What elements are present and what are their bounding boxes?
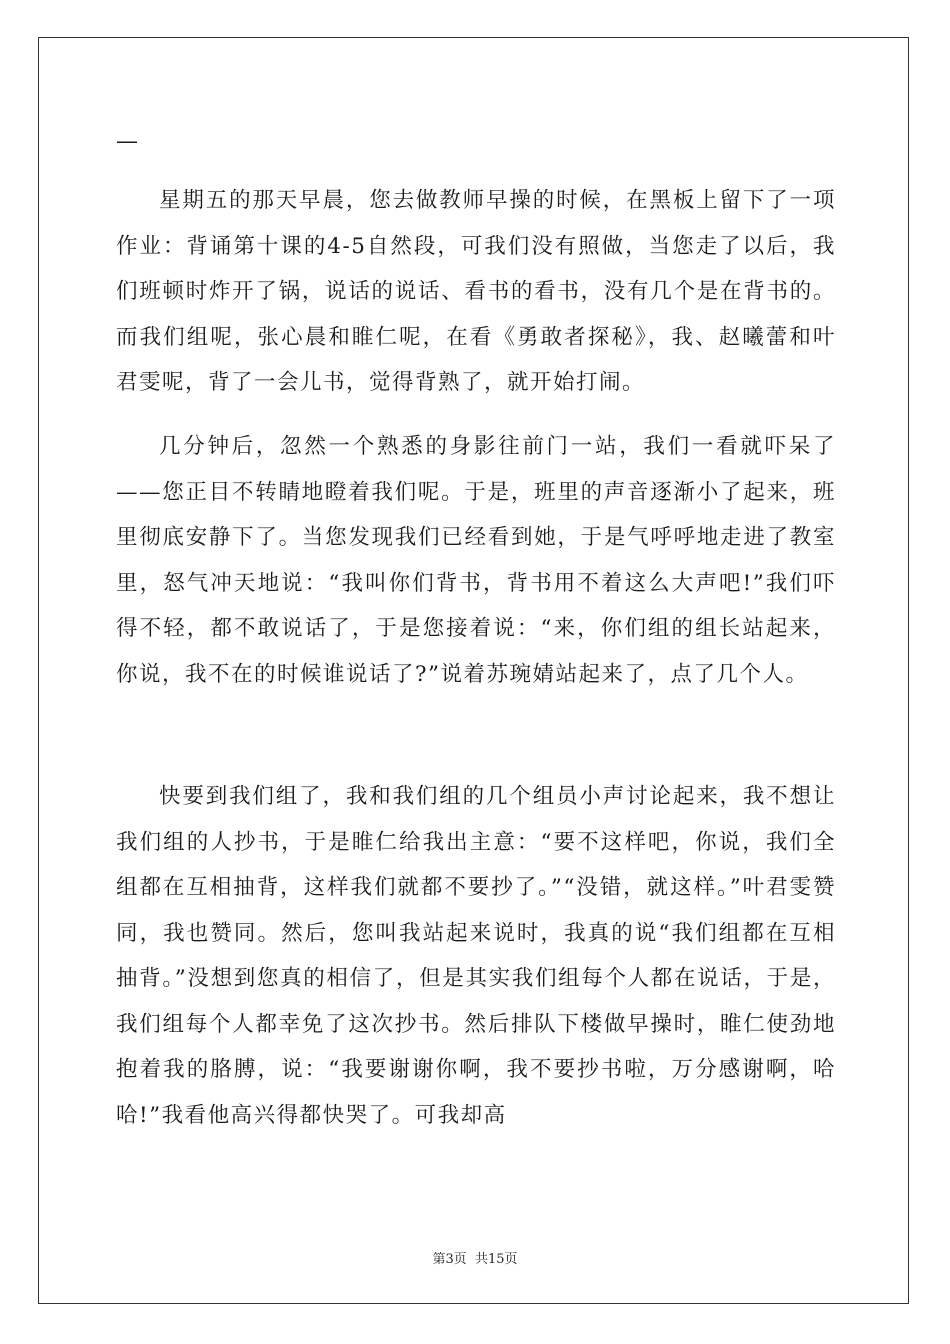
- paragraph-2: 几分钟后，忽然一个熟悉的身影往前门一站，我们一看就吓呆了——您正目不转睛地瞪着我们呢。于是，班里的声音逐渐小了起来，班里彻底安静下了。当您发现我们已经看到她，于是气呼呼地走进了教室里，怒气冲天地说：“我叫你们背书，背书用不着这么大声吧!”我们吓得不轻，都不敢说话了，于是您接着说：“来，你们组的组长站起来，你说，我不在的时候谁说话了?”说着苏琬婧站起来了，点了几个人。: [116, 434, 836, 687]
- lead-dash: —: [116, 129, 138, 154]
- page-total: 共15页: [474, 1252, 518, 1267]
- paragraph-3: 快要到我们组了，我和我们组的几个组员小声讨论起来，我不想让我们组的人抄书，于是睢仁给我出主意：“要不这样吧，你说，我们全组都在互相抽背，这样我们就都不要抄了。”“没错，就这样。”叶君雯赞同，我也赞同。然后，您叫我站起来说时，我真的说“我们组都在互相抽背。”没想到您真的相信了，但是其实我们组每个人都在说话，于是，我们组每个人都幸免了这次抄书。然后排队下楼做早操时，睢仁使劲地抱着我的胳膊，说：“我要谢谢你啊，我不要抄书啦，万分感谢啊，哈哈!”我看他高兴得都快哭了。可我却高: [116, 784, 836, 1128]
- paragraph-1: 星期五的那天早晨，您去做教师早操的时候，在黑板上留下了一项作业：背诵第十课的4-5自然段，可我们没有照做，当您走了以后，我们班顿时炸开了锅，说话的说话、看书的看书，没有几个是在背书的。而我们组呢，张心晨和睢仁呢，在看《勇敢者探秘》，我、赵曦蕾和叶君雯呢，背了一会儿书，觉得背熟了，就开始打闹。: [116, 188, 836, 395]
- page-footer: [0, 1248, 950, 1267]
- page-number: 第3页: [432, 1252, 467, 1267]
